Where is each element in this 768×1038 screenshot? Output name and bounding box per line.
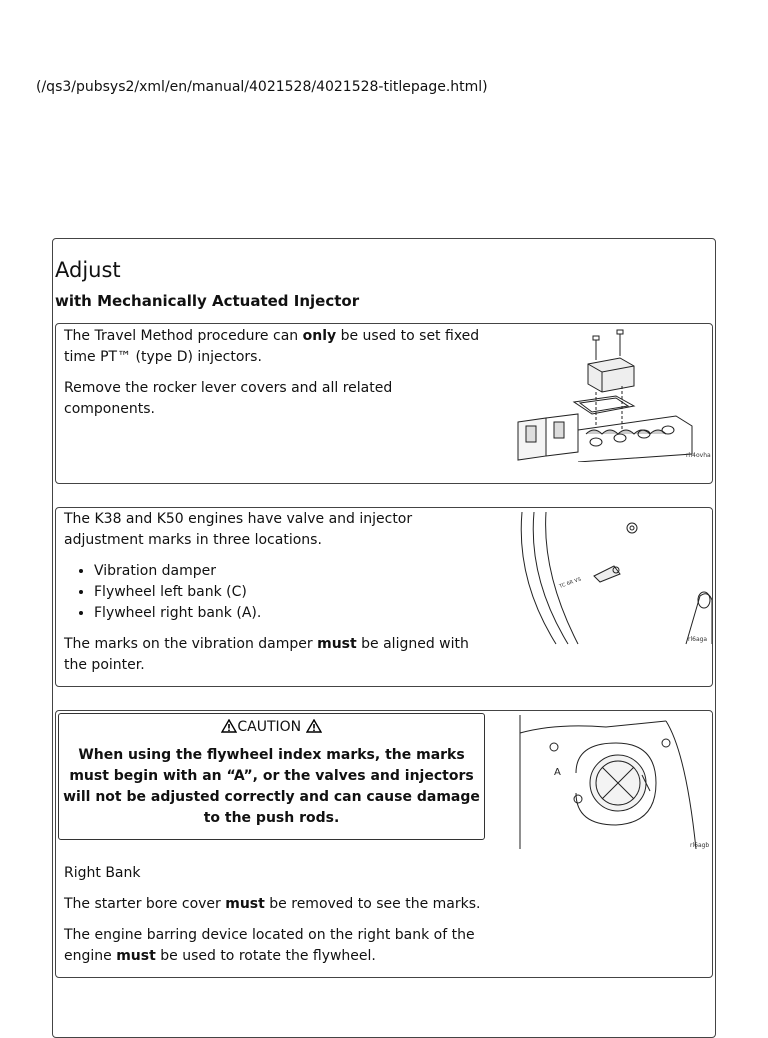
caution-heading xyxy=(59,717,484,737)
marks-location-list xyxy=(64,561,484,624)
list-item: • Vibration damper xyxy=(94,561,484,582)
step-text xyxy=(64,863,484,967)
figure-code: rl6aga xyxy=(688,636,708,643)
step-paragraph: Remove the rocker lever covers and all related components. xyxy=(64,380,393,417)
emphasis-text: only xyxy=(302,328,337,344)
svg-text:TC 6R VS: TC 6R VS xyxy=(558,576,583,590)
vibration-damper-illustration xyxy=(516,510,712,646)
step-paragraph xyxy=(64,894,484,915)
step-remove-covers xyxy=(55,323,713,484)
right-bank-heading: Right Bank xyxy=(64,865,141,881)
section-title: Adjust xyxy=(55,258,121,282)
section-subtitle: with Mechanically Actuated Injector xyxy=(55,292,360,310)
page-url-text: (/qs3/pubsys2/xml/en/manual/4021528/4021528-titlepage.html) xyxy=(36,79,488,95)
caution-box xyxy=(58,713,485,840)
flywheel-marks-illustration xyxy=(516,713,712,851)
emphasis-text: must xyxy=(116,948,156,964)
step-paragraph xyxy=(64,634,484,676)
text-run: be aligned with the pointer. xyxy=(64,636,469,673)
list-item: • Flywheel left bank (C) xyxy=(94,582,484,603)
text-run: be used to set fixed time PT™ (type D) injectors. xyxy=(64,328,480,365)
warning-icon xyxy=(306,719,322,733)
text-run: The engine barring device located on the right bank of the engine xyxy=(64,927,475,964)
flywheel-bank-label: A xyxy=(554,767,561,778)
emphasis-text: must xyxy=(225,896,265,912)
text-run: be removed to see the marks. xyxy=(264,896,481,912)
step-paragraph: The K38 and K50 engines have valve and injector adjustment marks in three locations. xyxy=(64,511,413,548)
text-run: The marks on the vibration damper xyxy=(64,636,318,652)
step-text xyxy=(64,509,484,676)
step-paragraph xyxy=(64,925,484,967)
caution-label: CAUTION xyxy=(237,719,302,735)
step-right-bank xyxy=(55,710,713,978)
text-run: The starter bore cover xyxy=(64,896,226,912)
emphasis-text: must xyxy=(317,636,357,652)
caution-message: When using the flywheel index marks, the marks must begin with an “A”, or the valves and injectors will not be adjusted correctly and can cause damage to the push rods. xyxy=(63,747,480,826)
warning-icon xyxy=(221,719,237,733)
step-paragraph xyxy=(64,326,484,368)
step-adjustment-marks xyxy=(55,507,713,687)
figure-code: rh4ovha xyxy=(686,452,711,459)
step-text xyxy=(64,326,484,420)
text-run: be used to rotate the flywheel. xyxy=(155,948,376,964)
container-border xyxy=(52,978,53,1018)
figure-code: rl6agb xyxy=(690,842,710,849)
text-run: The Travel Method procedure can xyxy=(64,328,303,344)
list-item: • Flywheel right bank (A). xyxy=(94,603,484,624)
rocker-cover-illustration xyxy=(516,326,712,462)
